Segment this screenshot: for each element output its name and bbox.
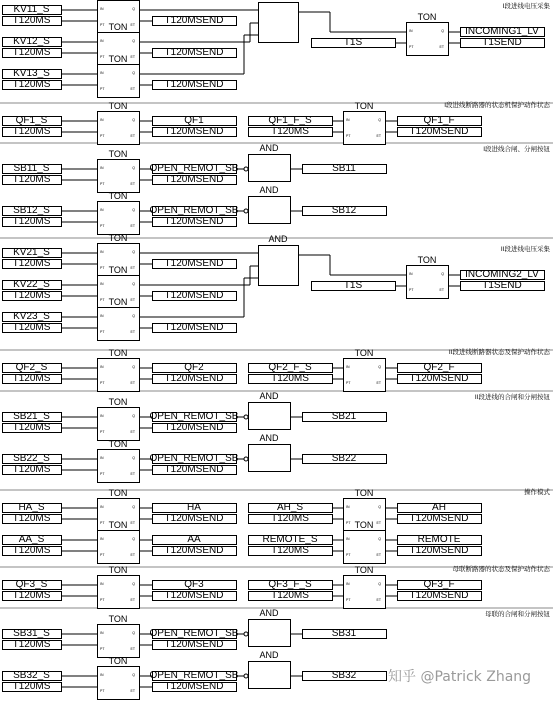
section-6-row-2-et-label: T120MSEND: [164, 464, 224, 475]
section-7-timer-4-et-label: T120MSEND: [409, 545, 469, 556]
section-2-title: I段进线断路器的状态机保护动作状态: [444, 102, 550, 109]
section-7-timer-1-q-label: HA: [187, 502, 201, 513]
section-7-timer-4-ton-pin-q: Q: [378, 537, 381, 541]
section-8-timer-1-ton-pin-pt: PT: [100, 598, 105, 602]
section-5-timer-1-ton-title: TON: [108, 348, 128, 358]
section-8-timer-2-q-label: QF3_F: [423, 579, 455, 590]
section-1-title: I段进线电压采集: [502, 3, 550, 10]
section-6-row-1-et-label: T120MSEND: [164, 422, 224, 433]
section-9-row-2-ton-pin-in: IN: [100, 673, 104, 677]
section-3-row-2-in-label: SB12_S: [13, 205, 50, 216]
section-2-timer-2-in-label: QF1_F_S: [268, 115, 312, 126]
section-9-row-1-pt-label: T120MS: [12, 639, 51, 650]
section-4-ton2-et-label: T1SEND: [482, 280, 522, 291]
section-1-and: [259, 3, 299, 43]
section-4-ton2-pin-et: ET: [439, 288, 444, 292]
section-2-timer-2-q-label: QF1_F: [423, 115, 455, 126]
section-7-timer-2-pt-label: T120MS: [271, 513, 309, 524]
section-3-row-2-ton-title: TON: [108, 191, 128, 201]
section-4-and: [259, 246, 299, 286]
section-4-ton2-pin-pt: PT: [409, 288, 414, 292]
section-8-timer-1-ton-title: TON: [108, 565, 128, 575]
section-3-row-2-ton-pin-q: Q: [132, 208, 135, 212]
section-7-timer-1-ton-title: TON: [108, 488, 128, 498]
section-3-row-1-q-label: OPEN_REMOT_SB: [149, 163, 239, 174]
section-1-ton2-pin-in: IN: [409, 29, 413, 33]
section-4-row-1-ton-pin-et: ET: [130, 266, 135, 270]
section-8-timer-1-ton-pin-et: ET: [130, 598, 135, 602]
section-5-timer-1-ton-pin-q: Q: [132, 365, 135, 369]
section-6-row-2-ton: [98, 450, 140, 483]
section-8-timer-1-in-label: QF3_S: [15, 579, 48, 590]
section-3-row-1-out-label: SB11: [332, 163, 356, 174]
section-7-timer-2-ton-pin-in: IN: [346, 505, 350, 509]
section-7-timer-3-ton-title: TON: [108, 520, 128, 530]
section-3-row-2-out-label: SB12: [331, 205, 357, 216]
section-3-row-1-ton-pin-et: ET: [130, 182, 135, 186]
section-1-row-2-in-label: KV12_S: [13, 36, 50, 47]
section-1-row-2-pt-label: T120MS: [12, 47, 51, 58]
section-5-timer-1-ton: [98, 359, 140, 392]
section-7-timer-1-ton-pin-pt: PT: [100, 521, 105, 525]
section-4-title: II段进线电压采集: [500, 246, 550, 253]
section-6-row-1-out-label: SB21: [331, 411, 357, 422]
section-8-timer-2-in-label: QF3_F_S: [268, 579, 312, 590]
section-6-row-2-pt-label: T120MS: [12, 464, 51, 475]
section-4-ton2-title: TON: [417, 255, 437, 265]
section-6-row-1-pt-label: T120MS: [12, 422, 51, 433]
section-8-timer-1-ton-pin-q: Q: [132, 582, 135, 586]
section-4-row-1-et-label: T120MSEND: [164, 258, 224, 269]
section-7-timer-3-ton-pin-et: ET: [130, 553, 135, 557]
section-6-row-1-ton: [98, 408, 140, 441]
section-3-title: I段进线合闸、分闸按钮: [483, 146, 550, 153]
section-2-timer-1-ton-pin-et: ET: [130, 134, 135, 138]
section-5-timer-1-ton-pin-et: ET: [130, 381, 135, 385]
section-4-row-2-et-label: T120MSEND: [164, 290, 224, 301]
section-8-timer-1-ton-pin-in: IN: [100, 582, 104, 586]
section-9-row-1-and-title: AND: [259, 608, 279, 618]
section-1-row-2-ton-pin-pt: PT: [100, 55, 105, 59]
section-2-timer-1-ton-pin-in: IN: [100, 118, 104, 122]
section-9-row-2-ton-pin-et: ET: [130, 689, 135, 693]
section-2-timer-1-q-label: QF1: [184, 115, 204, 126]
section-2-timer-1-pt-label: T120MS: [12, 126, 51, 137]
section-7-timer-2-in-label: AH_S: [276, 502, 304, 513]
section-7-timer-4-pt-label: T120MS: [271, 545, 309, 556]
section-1-ton2-pt-label: T1S: [343, 37, 363, 48]
section-6-row-1-ton-pin-pt: PT: [100, 430, 105, 434]
section-6-row-1-and-title: AND: [259, 391, 279, 401]
section-1-row-1-in-label: KV11_S: [13, 4, 50, 15]
section-4-row-3-ton-pin-pt: PT: [100, 330, 105, 334]
section-7-timer-1-et-label: T120MSEND: [164, 513, 224, 524]
section-1-row-2-ton-title: TON: [108, 22, 128, 32]
section-8-timer-2-ton-pin-q: Q: [378, 582, 381, 586]
section-1-ton2-pin-pt: PT: [409, 45, 414, 49]
section-6-row-2-q-label: OPEN_REMOT_SB: [149, 453, 239, 464]
section-4-row-1-ton-pin-pt: PT: [100, 266, 105, 270]
section-5-timer-2-ton-pin-pt: PT: [346, 381, 351, 385]
section-9-row-2-pt-label: T120MS: [12, 681, 51, 692]
section-6-row-1-in-label: SB21_S: [13, 411, 50, 422]
watermark: 知乎 @Patrick Zhang: [388, 669, 532, 685]
section-8-timer-2-ton: [344, 576, 386, 609]
section-6-row-1-ton-pin-in: IN: [100, 414, 104, 418]
section-3-row-2-et-label: T120MSEND: [164, 216, 224, 227]
section-5-timer-2-ton-pin-et: ET: [376, 381, 381, 385]
section-4-ton2-pin-in: IN: [409, 272, 413, 276]
section-1-row-3-in-label: KV13_S: [13, 68, 50, 79]
section-3-row-1-ton-pin-q: Q: [132, 166, 135, 170]
section-1-ton2: [407, 23, 449, 56]
section-1-ton2-et-label: T1SEND: [482, 37, 522, 48]
section-1-row-3-pt-label: T120MS: [12, 79, 51, 90]
section-3-row-2-ton-pin-pt: PT: [100, 224, 105, 228]
section-1-ton2-pin-et: ET: [439, 45, 444, 49]
section-3-row-1-and-negation: [244, 167, 248, 171]
section-1-row-1-pt-label: T120MS: [12, 15, 51, 26]
section-4-row-1-ton-pin-in: IN: [100, 250, 104, 254]
section-1-row-2-et-label: T120MSEND: [164, 47, 224, 58]
section-6-row-2-out-label: SB22: [331, 453, 357, 464]
section-1-row-1-ton-pin-q: Q: [132, 7, 135, 11]
section-2-timer-2-ton-title: TON: [354, 101, 374, 111]
section-3-row-1-and-title: AND: [259, 143, 279, 153]
section-7-timer-1-pt-label: T120MS: [12, 513, 51, 524]
section-2-timer-1-ton-pin-pt: PT: [100, 134, 105, 138]
section-4-row-2-pt-label: T120MS: [12, 290, 51, 301]
section-4-row-1-ton-title: TON: [108, 233, 128, 243]
section-2-timer-1-in-label: QF1_S: [15, 115, 48, 126]
section-5-timer-2-et-label: T120MSEND: [409, 373, 469, 384]
section-1-row-2-ton-pin-q: Q: [132, 39, 135, 43]
section-1-and-title: [268, 0, 288, 1]
section-2-timer-2-et-label: T120MSEND: [409, 126, 469, 137]
section-2-timer-1-ton-pin-q: Q: [132, 118, 135, 122]
section-8-timer-1-q-label: QF3: [184, 579, 204, 590]
section-6-row-1-ton-pin-et: ET: [130, 430, 135, 434]
section-6-row-1-and-negation: [244, 415, 248, 419]
section-6-row-2-and-title: AND: [259, 433, 279, 443]
section-3-row-1-et-label: T120MSEND: [164, 174, 224, 185]
section-3-row-1-ton-title: TON: [108, 149, 128, 159]
section-9-row-1-ton-pin-in: IN: [100, 631, 104, 635]
section-1-row-3-ton-pin-pt: PT: [100, 87, 105, 91]
section-6-row-2-and-negation: [244, 457, 248, 461]
section-7-timer-3-et-label: T120MSEND: [164, 545, 224, 556]
section-3-row-1-in-label: SB11_S: [13, 163, 50, 174]
section-7-timer-3-pt-label: T120MS: [12, 545, 51, 556]
section-7-timer-2-et-label: T120MSEND: [409, 513, 469, 524]
section-3-row-2-ton: [98, 202, 140, 235]
section-8-timer-1-et-label: T120MSEND: [164, 590, 224, 601]
section-7-timer-3-q-label: AA: [187, 534, 201, 545]
section-8-timer-2-ton-title: TON: [354, 565, 374, 575]
section-7-timer-4-in-label: REMOTE_S: [262, 534, 318, 545]
section-1-row-3-ton-pin-q: Q: [132, 71, 135, 75]
section-7-timer-4-ton-title: TON: [354, 520, 374, 530]
section-6-row-2-ton-title: TON: [108, 439, 128, 449]
section-5-timer-1-pt-label: T120MS: [12, 373, 51, 384]
section-7-timer-1-in-label: HA_S: [18, 502, 45, 513]
section-1-row-1-ton-pin-in: IN: [100, 7, 104, 11]
section-2-timer-2-pt-label: T120MS: [271, 126, 309, 137]
section-3-row-2-and-title: AND: [259, 185, 279, 195]
section-9-row-1-ton-pin-et: ET: [130, 647, 135, 651]
section-9-row-1-q-label: OPEN_REMOT_SB: [149, 628, 239, 639]
section-7-timer-2-ton-pin-pt: PT: [346, 521, 351, 525]
section-3-row-2-ton-pin-et: ET: [130, 224, 135, 228]
section-7-timer-3-ton-pin-q: Q: [132, 537, 135, 541]
section-4-ton2-pt-label: T1S: [343, 280, 363, 291]
section-3-row-2-and: [249, 197, 291, 224]
section-1-row-3-ton-title: TON: [108, 54, 128, 64]
section-4-row-3-ton-pin-q: Q: [132, 314, 135, 318]
section-6-row-1-and: [249, 403, 291, 430]
section-4-row-1-in-label: KV21_S: [13, 247, 50, 258]
section-4-row-2-ton-pin-pt: PT: [100, 298, 105, 302]
section-7-timer-3-ton: [98, 531, 140, 564]
section-4-row-3-et-label: T120MSEND: [164, 322, 224, 333]
section-5-timer-1-in-label: QF2_S: [15, 362, 48, 373]
section-1-ton2-pin-q: Q: [441, 29, 444, 33]
section-4-row-2-ton-pin-in: IN: [100, 282, 104, 286]
section-7-timer-2-ton-pin-et: ET: [376, 521, 381, 525]
section-7-title: 操作模式: [524, 489, 550, 496]
section-9-row-2-et-label: T120MSEND: [164, 681, 224, 692]
section-3-row-2-q-label: OPEN_REMOT_SB: [149, 205, 239, 216]
section-4-row-2-ton-pin-q: Q: [132, 282, 135, 286]
section-1-row-3-et-label: T120MSEND: [164, 79, 224, 90]
section-7-timer-4-ton: [344, 531, 386, 564]
section-2-timer-2-ton-pin-in: IN: [346, 118, 350, 122]
section-6-row-2-ton-pin-pt: PT: [100, 472, 105, 476]
section-9-row-1-and: [249, 620, 291, 647]
section-4-row-2-ton-title: TON: [108, 265, 128, 275]
section-3-row-2-pt-label: T120MS: [12, 216, 51, 227]
section-7-timer-2-ton-pin-q: Q: [378, 505, 381, 509]
section-5-timer-1-ton-pin-in: IN: [100, 365, 104, 369]
section-9-row-1-et-label: T120MSEND: [164, 639, 224, 650]
section-6-row-2-and: [249, 445, 291, 472]
section-4-and-title: AND: [268, 234, 288, 244]
section-9-row-2-and-negation: [244, 674, 248, 678]
section-4-row-3-pt-label: T120MS: [12, 322, 51, 333]
section-1-ton2-title: TON: [417, 12, 437, 22]
section-6-row-1-ton-pin-q: Q: [132, 414, 135, 418]
section-3-row-1-ton-pin-pt: PT: [100, 182, 105, 186]
section-2-timer-1-et-label: T120MSEND: [164, 126, 224, 137]
section-8-timer-2-pt-label: T120MS: [271, 590, 309, 601]
section-4-ton2-q-label: INCOMING2_LV: [465, 269, 539, 280]
section-9-row-1-ton-pin-pt: PT: [100, 647, 105, 651]
section-9-row-1-in-label: SB31_S: [13, 628, 50, 639]
section-7-timer-4-ton-pin-pt: PT: [346, 553, 351, 557]
section-7-timer-1-ton-pin-q: Q: [132, 505, 135, 509]
section-9-row-1-ton: [98, 625, 140, 658]
section-6-row-2-ton-pin-et: ET: [130, 472, 135, 476]
section-9-row-1-ton-pin-q: Q: [132, 631, 135, 635]
section-5-timer-2-in-label: QF2_F_S: [268, 362, 312, 373]
section-3-row-1-ton-pin-in: IN: [100, 166, 104, 170]
section-9-row-1-ton-title: TON: [108, 614, 128, 624]
section-4-row-2-in-label: KV22_S: [13, 279, 50, 290]
section-7-timer-1-ton-pin-et: ET: [130, 521, 135, 525]
section-9-row-1-out-label: SB31: [331, 628, 357, 639]
section-7-timer-1-ton-pin-in: IN: [100, 505, 104, 509]
section-5-title: II段进线断路器状态及保护动作状态: [448, 349, 550, 356]
section-4-row-1-pt-label: T120MS: [12, 258, 51, 269]
section-4-row-2-ton-pin-et: ET: [130, 298, 135, 302]
section-9-row-2-and-title: AND: [259, 650, 279, 660]
section-4-row-3-ton: [98, 308, 140, 341]
section-7-timer-4-ton-pin-et: ET: [376, 553, 381, 557]
section-3-row-1-and: [249, 155, 291, 182]
section-3-row-2-and-negation: [244, 209, 248, 213]
section-8-timer-2-ton-pin-in: IN: [346, 582, 350, 586]
section-7-timer-3-ton-pin-in: IN: [100, 537, 104, 541]
section-9-title: 母联的合闸和分闸按钮: [485, 611, 550, 618]
section-5-timer-2-ton: [344, 359, 386, 392]
section-6-title: II段进线的合闸和分闸按钮: [474, 394, 550, 401]
section-3-row-1-ton: [98, 160, 140, 193]
section-3-row-2-ton-pin-in: IN: [100, 208, 104, 212]
section-2-timer-2-ton-pin-pt: PT: [346, 134, 351, 138]
section-4-row-3-ton-title: TON: [108, 297, 128, 307]
section-7-timer-3-ton-pin-pt: PT: [100, 553, 105, 557]
section-7-timer-4-ton-pin-in: IN: [346, 537, 350, 541]
section-9-row-1-and-negation: [244, 632, 248, 636]
section-9-row-2-ton-pin-pt: PT: [100, 689, 105, 693]
section-4-row-3-ton-pin-in: IN: [100, 314, 104, 318]
section-1-row-1-et-label: T120MSEND: [164, 15, 224, 26]
section-9-row-2-ton-pin-q: Q: [132, 673, 135, 677]
section-6-row-2-in-label: SB22_S: [13, 453, 50, 464]
section-5-timer-2-pt-label: T120MS: [271, 373, 309, 384]
section-8-timer-2-ton-pin-et: ET: [376, 598, 381, 602]
section-3-row-1-pt-label: T120MS: [12, 174, 51, 185]
section-9-row-2-out-label: SB32: [331, 670, 357, 681]
section-5-timer-2-ton-pin-q: Q: [378, 365, 381, 369]
section-4-row-1-ton-pin-q: Q: [132, 250, 135, 254]
section-1-row-3-ton-pin-in: IN: [100, 71, 104, 75]
section-9-row-2-ton-title: TON: [108, 656, 128, 666]
section-1-row-2-ton-pin-in: IN: [100, 39, 104, 43]
section-6-row-2-ton-pin-in: IN: [100, 456, 104, 460]
section-4-ton2-pin-q: Q: [441, 272, 444, 276]
section-1-row-1-ton-pin-pt: PT: [100, 23, 105, 27]
section-8-timer-2-ton-pin-pt: PT: [346, 598, 351, 602]
section-4-row-3-ton-pin-et: ET: [130, 330, 135, 334]
section-6-row-1-ton-title: TON: [108, 397, 128, 407]
section-5-timer-2-ton-pin-in: IN: [346, 365, 350, 369]
section-9-row-2-and: [249, 662, 291, 689]
section-1-row-1-ton-pin-et: ET: [130, 23, 135, 27]
section-2-timer-2-ton-pin-et: ET: [376, 134, 381, 138]
section-2-timer-1-ton: [98, 112, 140, 145]
section-5-timer-1-q-label: QF2: [184, 362, 204, 373]
section-2-timer-1-ton-title: TON: [108, 101, 128, 111]
section-5-timer-2-q-label: QF2_F: [423, 362, 455, 373]
section-4-ton2: [407, 266, 449, 299]
section-1-row-3-ton: [98, 65, 140, 98]
section-1-ton2-q-label: INCOMING1_LV: [465, 26, 539, 37]
section-2-timer-2-ton: [344, 112, 386, 145]
section-8-timer-1-ton: [98, 576, 140, 609]
section-7-timer-2-ton-title: TON: [354, 488, 374, 498]
section-8-title: 母联断路器的状态及保护动作状态: [452, 566, 550, 573]
section-9-row-2-q-label: OPEN_REMOT_SB: [149, 670, 239, 681]
section-8-timer-2-et-label: T120MSEND: [409, 590, 469, 601]
section-6-row-1-q-label: OPEN_REMOT_SB: [149, 411, 239, 422]
section-8-timer-1-pt-label: T120MS: [12, 590, 51, 601]
section-1-row-3-ton-pin-et: ET: [130, 87, 135, 91]
section-9-row-2-in-label: SB32_S: [13, 670, 50, 681]
section-5-timer-1-ton-pin-pt: PT: [100, 381, 105, 385]
section-1-row-2-ton-pin-et: ET: [130, 55, 135, 59]
section-2-timer-2-ton-pin-q: Q: [378, 118, 381, 122]
section-6-row-2-ton-pin-q: Q: [132, 456, 135, 460]
section-7-timer-2-q-label: AH: [432, 502, 446, 513]
section-5-timer-1-et-label: T120MSEND: [164, 373, 224, 384]
section-4-row-3-in-label: KV23_S: [13, 311, 50, 322]
section-7-timer-4-q-label: REMOTE: [417, 534, 461, 545]
section-9-row-2-ton: [98, 667, 140, 700]
section-7-timer-3-in-label: AA_S: [18, 534, 45, 545]
section-5-timer-2-ton-title: TON: [354, 348, 374, 358]
